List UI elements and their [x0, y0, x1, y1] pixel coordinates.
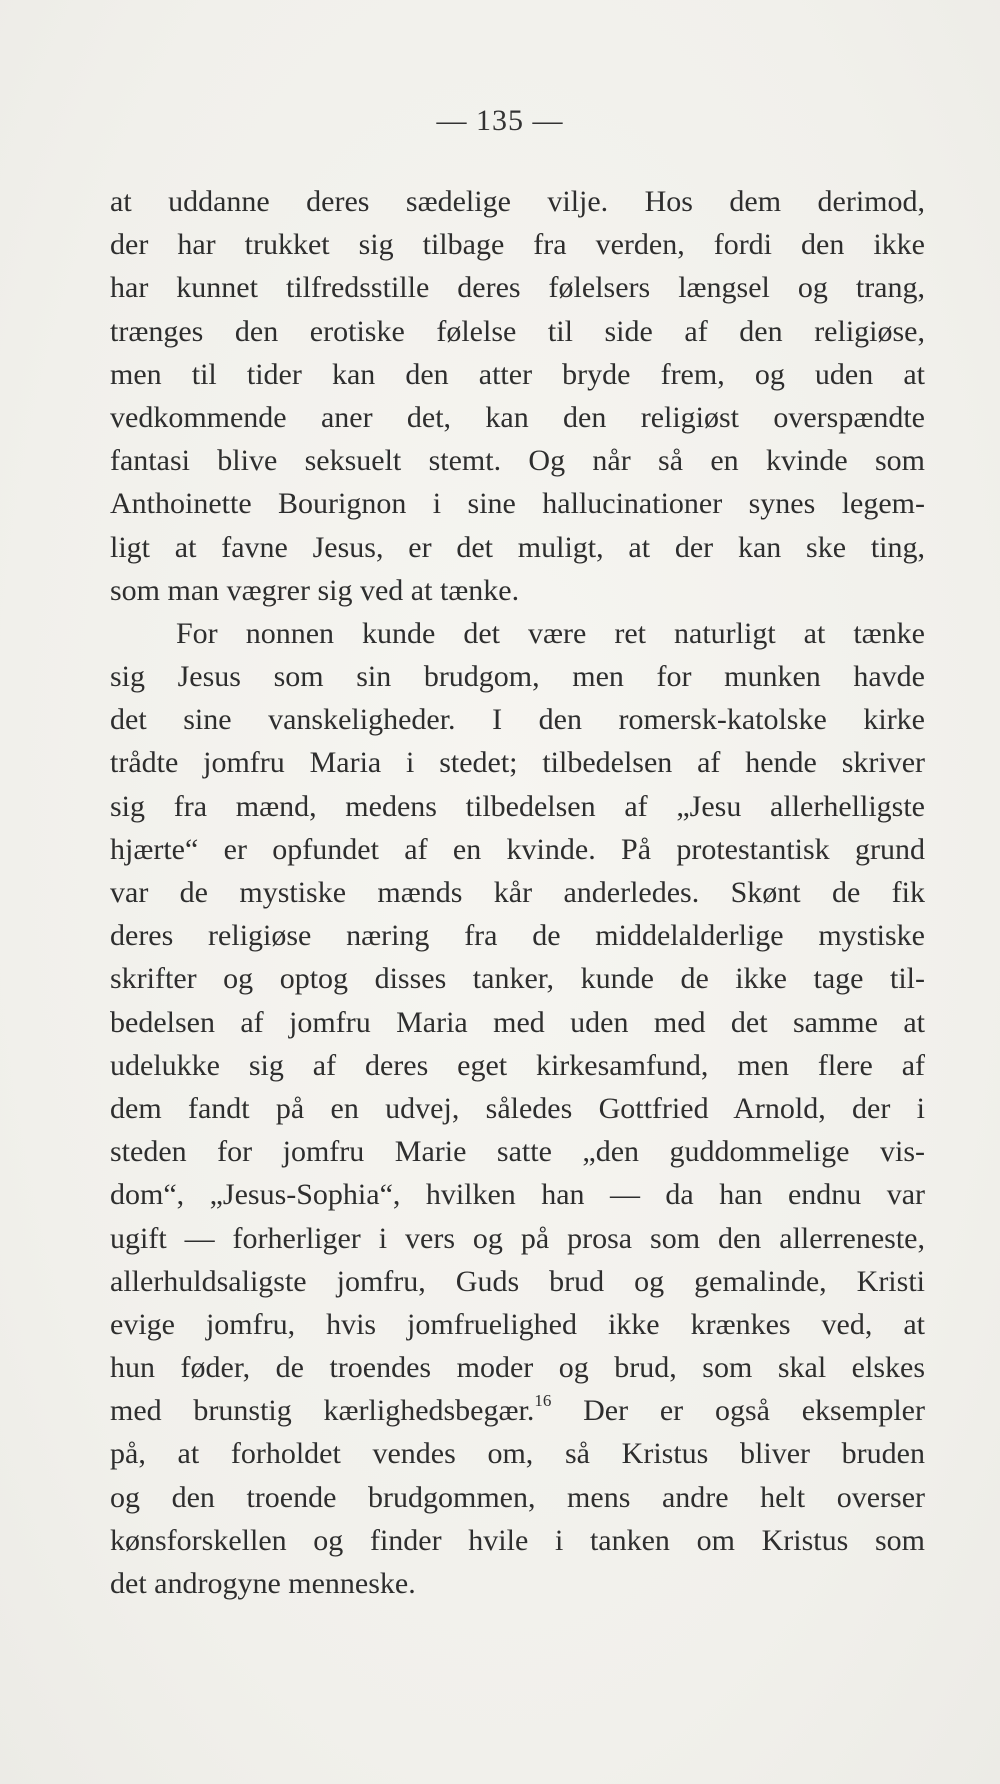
text-line: allerhuldsaligste jomfru, Guds brud og gemalinde, Kristi	[110, 1264, 925, 1298]
text-line: at uddanne deres sædelige vilje. Hos dem derimod,	[110, 185, 925, 218]
text-line: sig Jesus som sin brudgom, men for munken havde	[110, 660, 925, 694]
text-line: Anthoinette Bourignon i sine hallucinationer synes legem-	[110, 487, 925, 521]
text-line: kønsforskellen og finder hvile i tanken om Kristus som	[110, 1523, 925, 1557]
text-line: hun føder, de troendes moder og brud, som skal elskes	[110, 1351, 925, 1385]
text-line: ligt at favne Jesus, er det muligt, at der kan ske ting,	[110, 530, 925, 564]
text-line: der har trukket sig tilbage fra verden, fordi den ikke	[110, 228, 925, 262]
text-line: For nonnen kunde det være ret naturligt at tænke	[176, 616, 925, 650]
text-line: det androgyne menneske.	[110, 1567, 416, 1600]
text-line: udelukke sig af deres eget kirkesamfund, men flere af	[110, 1048, 925, 1082]
text-line: trådte jomfru Maria i stedet; tilbedelsen af hende skriver	[110, 746, 925, 780]
text-line: hjærte“ er opfundet af en kvinde. På protestantisk grund	[110, 832, 925, 866]
text-line: sig fra mænd, medens tilbedelsen af „Jesu allerhelligste	[110, 789, 925, 823]
text-line: var de mystiske mænds kår anderledes. Skønt de fik	[110, 876, 925, 909]
text-line: skrifter og optog disses tanker, kunde de ikke tage til-	[110, 962, 925, 996]
text-line: med brunstig kærlighedsbegær.$^{16}$ Der er også eksempler	[110, 1391, 925, 1428]
text-line: dem fandt på en udvej, således Gottfried Arnold, der i	[110, 1091, 925, 1125]
page-number: — 135 —	[436, 104, 564, 137]
text-line: men til tider kan den atter bryde frem, og uden at	[110, 357, 925, 391]
text-line: og den troende brudgommen, mens andre helt overser	[110, 1480, 925, 1514]
text-line: deres religiøse næring fra de middelalderlige mystiske	[110, 919, 925, 953]
footnote-reference: 16	[534, 1391, 552, 1411]
text-line: på, at forholdet vendes om, så Kristus bliver bruden	[110, 1437, 925, 1471]
text-line: vedkommende aner det, kan den religiøst overspændte	[110, 400, 925, 434]
text-line: som man vægrer sig ved at tænke.	[110, 573, 520, 607]
text-line: evige jomfru, hvis jomfruelighed ikke krænkes ved, at	[110, 1307, 925, 1341]
text-line: trænges den erotiske følelse til side af den religiøse,	[110, 314, 925, 348]
body-text	[110, 180, 925, 1605]
text-line: dom“, „Jesus-Sophia“, hvilken han — da han endnu var	[110, 1178, 925, 1212]
text-line: bedelsen af jomfru Maria med uden med det samme at	[110, 1005, 925, 1039]
text-line: det sine vanskeligheder. I den romersk-katolske kirke	[110, 703, 925, 737]
text-line: fantasi blive seksuelt stemt. Og når så en kvinde som	[110, 444, 925, 478]
text-line: har kunnet tilfredsstille deres følelsers længsel og trang,	[110, 271, 925, 305]
text-line: ugift — forherliger i vers og på prosa som den allerreneste,	[110, 1221, 925, 1255]
text-line: steden for jomfru Marie satte „den guddommelige vis-	[110, 1135, 925, 1169]
